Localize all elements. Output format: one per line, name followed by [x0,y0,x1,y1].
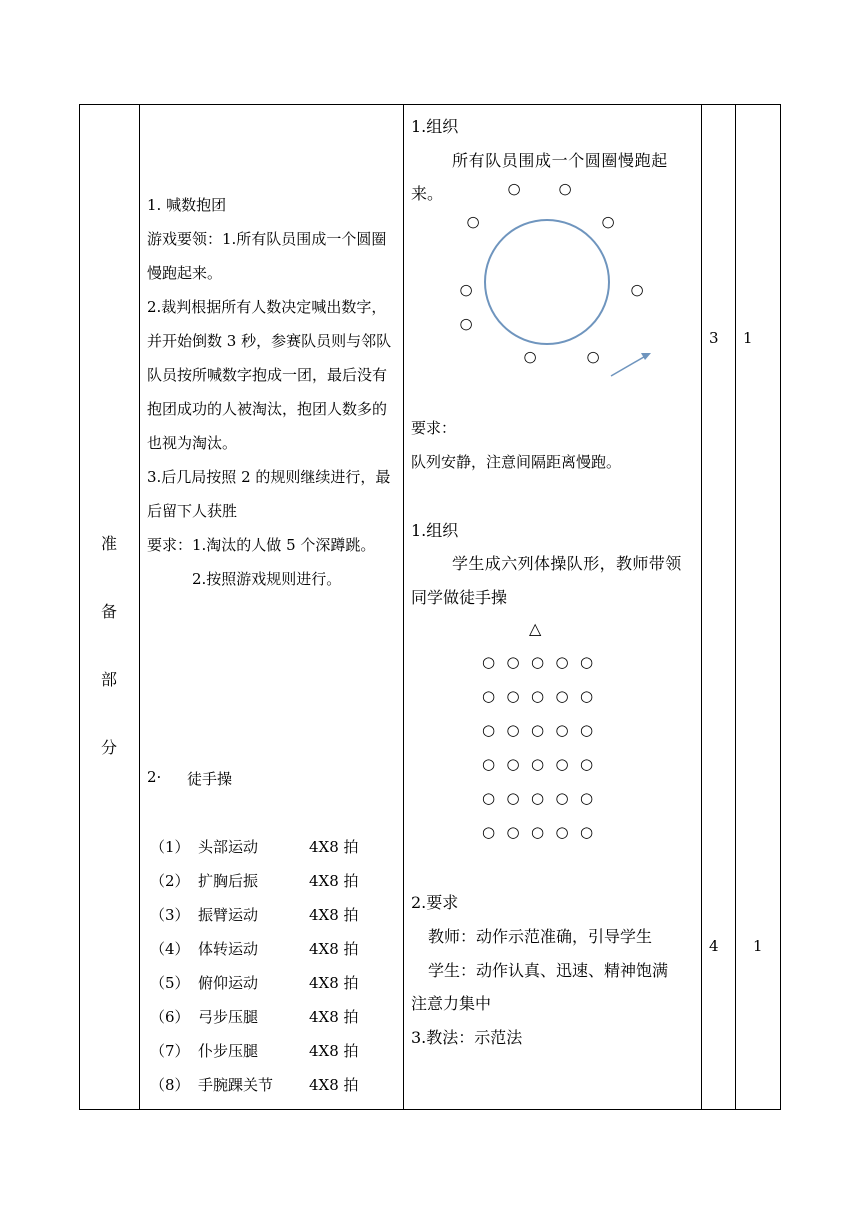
student-marker: ○ [580,687,594,705]
game-line: 后留下人获胜 [147,502,238,520]
teacher-triangle: △ [529,619,542,638]
student-marker: ○ [482,823,496,841]
column-divider [701,105,702,1109]
game-requirement: 2.按照游戏规则进行。 [192,570,342,588]
column-divider [139,105,140,1109]
exercise-item-beats: 4X8 拍 [309,974,359,992]
teacher-requirement: 教师：动作示范准确，引导学生 [428,927,653,946]
student-marker: ○ [580,755,594,773]
student-marker: ○ [482,721,496,739]
direction-arrow [611,354,649,376]
formation-row [482,686,605,705]
org1-heading: 1.组织 [411,117,459,136]
student-marker: ○ [459,280,473,299]
student-marker: ○ [555,823,569,841]
student-marker: ○ [506,823,520,841]
student-marker: ○ [531,653,545,671]
column-divider [735,105,736,1109]
formation-row [482,788,605,807]
student-marker: ○ [507,179,521,198]
exercise-item-beats: 4X8 拍 [309,872,359,890]
formation-row [482,720,605,739]
game-line: 抱团成功的人被淘汰，抱团人数多的 [147,400,388,418]
exercise-item-no: （8） [150,1076,190,1094]
count-value: 1 [743,329,753,347]
student-marker: ○ [531,823,545,841]
student-marker: ○ [555,687,569,705]
student-marker: ○ [482,789,496,807]
game-title: 1. 喊数抱团 [147,196,227,214]
student-marker: ○ [482,653,496,671]
student-marker: ○ [506,653,520,671]
exercise-item-name: 头部运动 [198,838,259,856]
student-marker: ○ [531,789,545,807]
section-label-char: 部 [100,670,117,689]
exercise-item-beats: 4X8 拍 [309,940,359,958]
formation-row [482,754,605,773]
exercise-item-beats: 4X8 拍 [309,1076,359,1094]
exercise-item-name: 仆步压腿 [198,1042,259,1060]
teaching-method: 3.教法：示范法 [411,1028,523,1047]
student-marker: ○ [506,755,520,773]
exercise-item-no: （7） [150,1042,190,1060]
student-marker: ○ [580,721,594,739]
game-line: 队员按所喊数字抱成一团，最后没有 [147,366,388,384]
student-marker: ○ [506,789,520,807]
student-marker: ○ [630,280,644,299]
student-marker: ○ [466,212,480,231]
org2-line: 学生成六列体操队形，教师带领 [452,554,682,573]
exercise-item-name: 体转运动 [198,940,259,958]
student-marker: ○ [580,789,594,807]
student-marker: ○ [531,721,545,739]
time-value: 3 [709,329,719,347]
section-label-char: 备 [100,602,117,621]
exercise-item-beats: 4X8 拍 [309,1008,359,1026]
exercise-item-no: （2） [150,872,190,890]
student-marker: ○ [580,653,594,671]
exercise-item-no: （1） [150,838,190,856]
student-marker: ○ [523,347,537,366]
student-marker: ○ [601,212,615,231]
circle-students [459,180,643,366]
student-marker: ○ [482,687,496,705]
exercise-item-beats: 4X8 拍 [309,906,359,924]
section-label-char: 准 [100,534,117,553]
time-value: 4 [709,937,719,955]
game-requirement: 要求：1.淘汰的人做 5 个深蹲跳。 [147,536,376,554]
student-marker: ○ [482,755,496,773]
org1-req-text: 队列安静，注意间隔距离慢跑。 [411,453,622,471]
game-line: 3.后几局按照 2 的规则继续进行，最 [147,468,391,486]
exercise-item-name: 振臂运动 [198,906,259,924]
org1-line: 所有队员围成一个圆圈慢跑起 [452,151,668,170]
game-line: 并开始倒数 3 秒，参赛队员则与邻队 [147,332,392,350]
exercise-item-no: （3） [150,906,190,924]
student-marker: ○ [531,755,545,773]
exercise-item-no: （6） [150,1008,190,1026]
exercise-item-name: 弓步压腿 [198,1008,259,1026]
exercise-item-name: 手腕踝关节 [198,1076,274,1094]
exercise-item-no: （5） [150,974,190,992]
student-marker: ○ [506,721,520,739]
column-divider [403,105,404,1109]
org2-req-heading: 2.要求 [411,893,459,912]
student-marker: ○ [506,687,520,705]
student-requirement: 学生：动作认真、迅速、精神饱满 [428,961,669,980]
student-marker: ○ [555,789,569,807]
student-marker: ○ [586,347,600,366]
student-marker: ○ [558,179,572,198]
formation-row [482,652,605,671]
exercise-title: 徒手操 [187,770,233,788]
org2-line: 同学做徒手操 [411,588,508,607]
circle-run-diagram [405,170,695,385]
student-marker: ○ [555,721,569,739]
exercise-item-name: 扩胸后振 [198,872,259,890]
formation-row [482,822,605,841]
exercise-item-name: 俯仰运动 [198,974,259,992]
exercise-item-beats: 4X8 拍 [309,838,359,856]
exercise-item-beats: 4X8 拍 [309,1042,359,1060]
student-marker: ○ [531,687,545,705]
game-line: 游戏要领：1.所有队员围成一个圆圈 [147,230,387,248]
org1-line: 来。 [411,184,444,203]
running-circle [485,220,609,344]
student-marker: ○ [555,755,569,773]
org2-heading: 1.组织 [411,521,459,540]
exercise-item-no: （4） [150,940,190,958]
student-marker: ○ [459,314,473,333]
game-line: 慢跑起来。 [147,264,223,282]
student-marker: ○ [555,653,569,671]
game-line: 2.裁判根据所有人数决定喊出数字， [147,298,387,316]
count-value: 1 [753,937,763,955]
exercise-title-number: 2· [147,768,162,786]
section-label-char: 分 [100,738,117,757]
direction-arrow-head [641,353,651,360]
org1-req-heading: 要求： [411,419,457,437]
student-marker: ○ [580,823,594,841]
student-requirement: 注意力集中 [411,994,492,1013]
game-line: 也视为淘汰。 [147,434,238,452]
